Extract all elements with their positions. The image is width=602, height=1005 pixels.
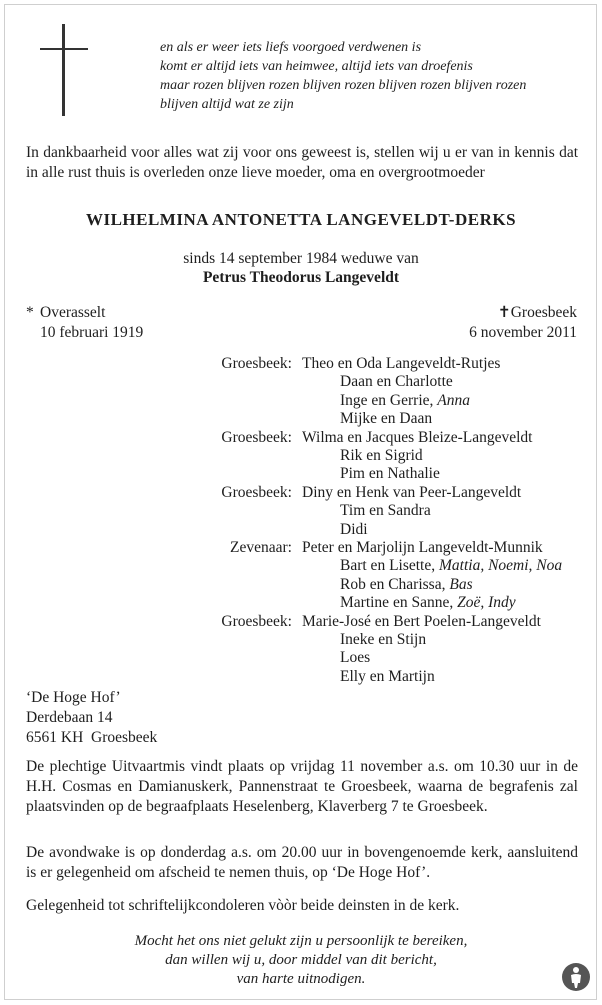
grandchild-names <box>340 373 453 391</box>
grandchild-couple: Tim en Sandra <box>340 502 431 520</box>
grandchild-couple: Rik en Sigrid <box>340 447 423 464</box>
address <box>26 688 157 748</box>
grandchild-names <box>340 521 368 539</box>
closing-line: dan willen wij u, door middel van dit bericht, <box>165 952 437 968</box>
condolence-text: Gelegenheid tot schriftelijkcondoleren vòòr beide deinsten in de kerk. <box>26 897 460 914</box>
intro-text: In dankbaarheid voor alles wat zij voor ons geweest is, stellen wij u er van in kennis dat in alle rust thuis is overleden onze lieve moeder, oma en overgrootmoeder <box>26 144 578 181</box>
grandchild-couple: Martine en Sanne, <box>340 594 458 612</box>
birth-place: Overasselt <box>40 304 106 321</box>
family-place: Groesbeek: <box>221 355 292 372</box>
family-parents: Peter en Marjolijn Langeveldt-Munnik <box>302 539 543 556</box>
cross-icon <box>40 24 88 116</box>
grandchild-names <box>340 465 440 483</box>
family-place: Groesbeek: <box>221 428 292 446</box>
family-parents: Marie-José en Bert Poelen-Langeveldt <box>302 612 541 630</box>
poem-line: komt er altijd iets van heimwee, altijd iets van droefenis <box>160 59 473 74</box>
great-grandchildren: Anna <box>437 391 470 409</box>
grandchild-names <box>340 631 426 649</box>
husband-name: Petrus Theodorus Langeveldt <box>202 269 400 286</box>
funeral-mass-text: De plechtige Uitvaartmis vindt plaats op vrijdag 11 november a.s. om 10.30 uur in de H.H. Cosmas en Damianuskerk, Pannenstraat te Groesbeek, waarna de begrafenis zal plaatsvinden op de begraafplaats Heselenberg, Klaverberg 7 te Groesbeek. <box>26 758 578 815</box>
death-place: Groesbeek <box>510 304 577 321</box>
grandchild-couple: Bart en Lisette, <box>340 557 439 575</box>
poem-line: en als er weer iets liefs voorgoed verdwenen is <box>160 40 422 55</box>
grandchild-couple: Loes <box>340 649 371 667</box>
birth-symbol: * <box>26 304 34 321</box>
family-place: Groesbeek: <box>221 612 292 630</box>
death-info <box>469 303 577 343</box>
grandchild-couple: Pim en Nathalie <box>340 465 440 483</box>
grandchild-names <box>340 557 562 575</box>
grandchild-names <box>340 594 516 612</box>
family-parents: Wilma en Jacques Bleize-Langeveldt <box>302 428 533 446</box>
closing-line: Mocht het ons niet gelukt zijn u persoonlijk te bereiken, <box>134 933 468 949</box>
vigil-text: De avondwake is op donderdag a.s. om 20.00 uur in bovengenoemde kerk, aansluitend is er gelegenheid om afscheid te nemen thuis, op ‘De Hoge Hof’. <box>26 844 578 881</box>
birth-info <box>26 303 143 343</box>
grandchild-names <box>340 392 470 410</box>
grandchild-names <box>340 649 370 667</box>
birth-date: 10 februari 1919 <box>40 324 144 341</box>
death-symbol: ✝ <box>497 304 511 321</box>
great-grandchildren: Bas <box>449 575 473 593</box>
grandchild-couple: Didi <box>340 520 368 538</box>
grandchild-couple: Daan en Charlotte <box>340 373 453 391</box>
great-grandchildren: Zoë, Indy <box>457 594 516 612</box>
family-parents: Diny en Henk van Peer-Langeveldt <box>302 483 522 501</box>
grandchild-couple: Elly en Martijn <box>340 667 435 685</box>
closing-line: van harte uitnodigen. <box>236 971 366 987</box>
deceased-name: WILHELMINA ANTONETTA LANGEVELDT-DERKS <box>85 210 517 229</box>
closing-text <box>0 932 602 989</box>
poem-line: maar rozen blijven rozen blijven rozen blijven rozen blijven rozen <box>160 78 527 93</box>
family-parents: Theo en Oda Langeveldt-Rutjes <box>302 355 501 372</box>
address-line: ‘De Hoge Hof’ <box>26 689 121 706</box>
widow-since: sinds 14 september 1984 weduwe van <box>183 250 419 267</box>
grandchild-names <box>340 576 473 594</box>
grandchild-names <box>340 410 432 428</box>
family-place: Zevenaar: <box>230 539 292 556</box>
grandchild-couple: Inge en Gerrie, <box>340 391 438 409</box>
grandchild-names <box>340 668 435 686</box>
death-date: 6 november 2011 <box>469 324 577 341</box>
poem <box>160 38 526 114</box>
grandchild-couple: Ineke en Stijn <box>340 631 427 648</box>
address-line: 6561 KH Groesbeek <box>26 729 158 746</box>
great-grandchildren: Mattia, Noemi, Noa <box>439 557 563 575</box>
grandchild-names <box>340 502 431 520</box>
grandchild-names <box>340 447 423 465</box>
address-line: Derdebaan 14 <box>26 709 113 726</box>
family-place: Groesbeek: <box>221 483 292 501</box>
grandchild-couple: Mijke en Daan <box>340 410 433 428</box>
figure-logo-icon <box>562 963 590 991</box>
poem-line: blijven altijd wat ze zijn <box>160 97 294 112</box>
grandchild-couple: Rob en Charissa, <box>340 575 450 593</box>
